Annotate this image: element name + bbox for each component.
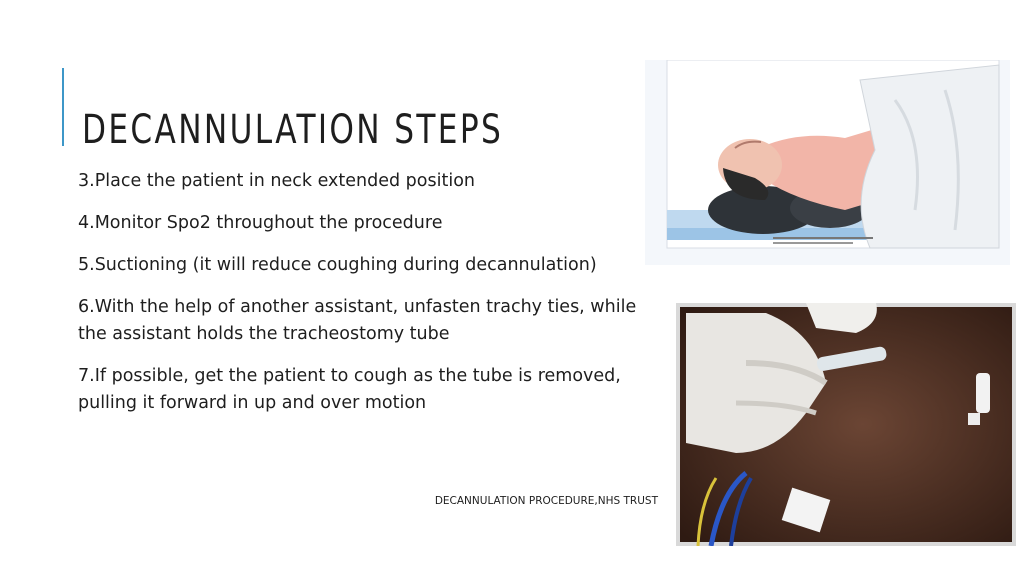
step-item-5: 5.Suctioning (it will reduce coughing during decannulation) — [78, 255, 597, 275]
steps-list — [78, 168, 666, 432]
slide-title: DECANNULATION STEPS — [82, 106, 504, 153]
title-accent-bar — [62, 68, 64, 146]
step-item-4: 4.Monitor Spo2 throughout the procedure — [78, 213, 443, 233]
source-citation: DECANNULATION PROCEDURE,NHS TRUST — [434, 495, 658, 507]
neck-extension-illustration — [645, 60, 1010, 265]
step-item-6: 6.With the help of another assistant, unfasten trachy ties, while the assistant holds the tracheostomy tube — [78, 297, 637, 344]
decannulation-photo — [676, 303, 1016, 546]
step-item-7: 7.If possible, get the patient to cough as the tube is removed, pulling it forward in up and over motion — [78, 366, 621, 413]
step-item-3: 3.Place the patient in neck extended position — [78, 171, 475, 191]
